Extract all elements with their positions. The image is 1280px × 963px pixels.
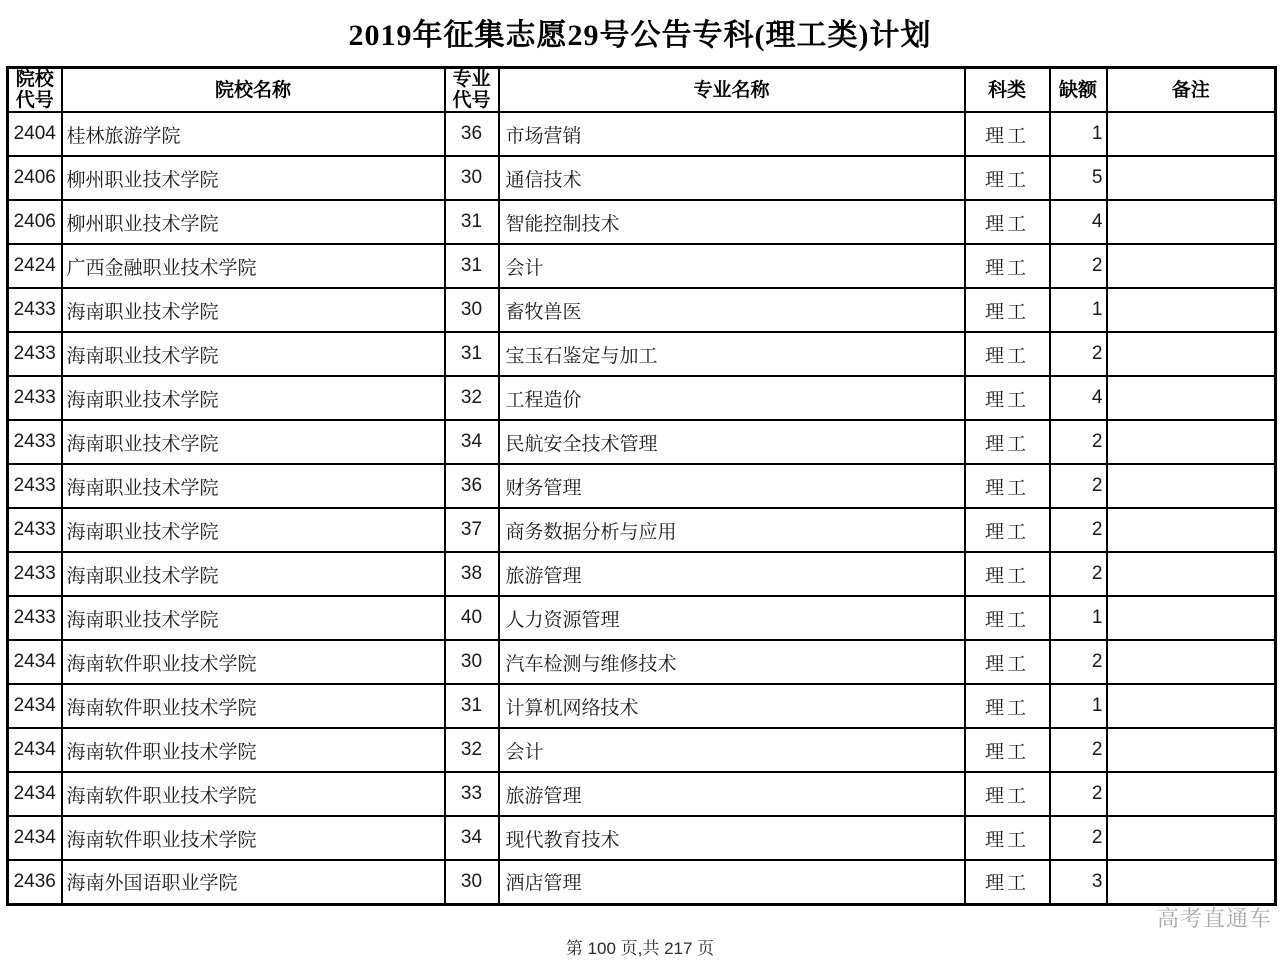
cell-remark bbox=[1107, 772, 1276, 816]
cell-vacancy: 2 bbox=[1050, 640, 1107, 684]
cell-major-code: 31 bbox=[445, 332, 499, 376]
cell-category: 理工 bbox=[965, 552, 1050, 596]
cell-vacancy: 2 bbox=[1050, 552, 1107, 596]
cell-major-code: 32 bbox=[445, 376, 499, 420]
cell-major-name: 工程造价 bbox=[499, 376, 965, 420]
page-title: 2019年征集志愿29号公告专科(理工类)计划 bbox=[348, 19, 932, 52]
cell-remark bbox=[1107, 244, 1276, 288]
cell-major-code: 36 bbox=[445, 112, 499, 156]
cell-college-code: 2406 bbox=[8, 200, 62, 244]
cell-vacancy: 2 bbox=[1050, 464, 1107, 508]
cell-major-code: 30 bbox=[445, 288, 499, 332]
cell-college-name: 海南职业技术学院 bbox=[62, 464, 445, 508]
watermark-text: 高考直通车 bbox=[1156, 906, 1272, 931]
cell-college-name: 海南外国语职业学院 bbox=[62, 860, 445, 904]
table-row bbox=[8, 640, 1276, 684]
table-header bbox=[8, 68, 1276, 113]
table-body bbox=[8, 112, 1276, 904]
cell-major-code: 30 bbox=[445, 860, 499, 904]
cell-major-name: 旅游管理 bbox=[499, 552, 965, 596]
cell-major-name: 畜牧兽医 bbox=[499, 288, 965, 332]
cell-college-name: 海南职业技术学院 bbox=[62, 596, 445, 640]
cell-remark bbox=[1107, 156, 1276, 200]
cell-college-code: 2433 bbox=[8, 288, 62, 332]
cell-category: 理工 bbox=[965, 200, 1050, 244]
cell-college-name: 海南软件职业技术学院 bbox=[62, 772, 445, 816]
cell-remark bbox=[1107, 596, 1276, 640]
cell-college-name: 海南职业技术学院 bbox=[62, 508, 445, 552]
page-number: 第 100 页,共 217 页 bbox=[565, 939, 715, 958]
cell-major-name: 商务数据分析与应用 bbox=[499, 508, 965, 552]
cell-category: 理工 bbox=[965, 112, 1050, 156]
cell-college-code: 2433 bbox=[8, 332, 62, 376]
table-row bbox=[8, 684, 1276, 728]
cell-remark bbox=[1107, 640, 1276, 684]
cell-major-code: 37 bbox=[445, 508, 499, 552]
cell-college-name: 广西金融职业技术学院 bbox=[62, 244, 445, 288]
table-row bbox=[8, 288, 1276, 332]
cell-college-name: 海南职业技术学院 bbox=[62, 332, 445, 376]
cell-college-name: 海南职业技术学院 bbox=[62, 552, 445, 596]
cell-remark bbox=[1107, 464, 1276, 508]
cell-college-name: 柳州职业技术学院 bbox=[62, 156, 445, 200]
cell-vacancy: 1 bbox=[1050, 288, 1107, 332]
cell-category: 理工 bbox=[965, 772, 1050, 816]
cell-college-code: 2434 bbox=[8, 728, 62, 772]
cell-college-code: 2436 bbox=[8, 860, 62, 904]
cell-vacancy: 2 bbox=[1050, 420, 1107, 464]
table-row bbox=[8, 860, 1276, 904]
table-row bbox=[8, 112, 1276, 156]
table-row bbox=[8, 508, 1276, 552]
cell-major-code: 31 bbox=[445, 684, 499, 728]
cell-remark bbox=[1107, 288, 1276, 332]
header-remark: 备注 bbox=[1107, 68, 1276, 113]
table-row bbox=[8, 244, 1276, 288]
cell-vacancy: 1 bbox=[1050, 596, 1107, 640]
cell-category: 理工 bbox=[965, 288, 1050, 332]
table-row bbox=[8, 156, 1276, 200]
cell-vacancy: 2 bbox=[1050, 244, 1107, 288]
cell-vacancy: 1 bbox=[1050, 684, 1107, 728]
header-college-code: 院校代号 bbox=[8, 68, 62, 113]
cell-major-code: 31 bbox=[445, 244, 499, 288]
cell-major-name: 通信技术 bbox=[499, 156, 965, 200]
table-row bbox=[8, 332, 1276, 376]
table-row bbox=[8, 376, 1276, 420]
cell-category: 理工 bbox=[965, 508, 1050, 552]
cell-college-name: 海南职业技术学院 bbox=[62, 420, 445, 464]
cell-college-name: 柳州职业技术学院 bbox=[62, 200, 445, 244]
cell-category: 理工 bbox=[965, 156, 1050, 200]
cell-college-name: 海南软件职业技术学院 bbox=[62, 816, 445, 860]
cell-remark bbox=[1107, 684, 1276, 728]
table-row bbox=[8, 816, 1276, 860]
cell-category: 理工 bbox=[965, 640, 1050, 684]
cell-remark bbox=[1107, 816, 1276, 860]
header-college-name: 院校名称 bbox=[62, 68, 445, 113]
cell-major-name: 会计 bbox=[499, 728, 965, 772]
cell-major-name: 民航安全技术管理 bbox=[499, 420, 965, 464]
cell-vacancy: 2 bbox=[1050, 508, 1107, 552]
cell-major-name: 旅游管理 bbox=[499, 772, 965, 816]
cell-category: 理工 bbox=[965, 816, 1050, 860]
cell-college-code: 2433 bbox=[8, 596, 62, 640]
cell-major-code: 31 bbox=[445, 200, 499, 244]
cell-category: 理工 bbox=[965, 860, 1050, 904]
table-row bbox=[8, 200, 1276, 244]
cell-college-code: 2424 bbox=[8, 244, 62, 288]
cell-vacancy: 2 bbox=[1050, 816, 1107, 860]
header-major-code: 专业代号 bbox=[445, 68, 499, 113]
cell-vacancy: 2 bbox=[1050, 728, 1107, 772]
cell-college-code: 2406 bbox=[8, 156, 62, 200]
cell-vacancy: 5 bbox=[1050, 156, 1107, 200]
cell-major-name: 人力资源管理 bbox=[499, 596, 965, 640]
header-category: 科类 bbox=[965, 68, 1050, 113]
cell-major-code: 34 bbox=[445, 420, 499, 464]
cell-remark bbox=[1107, 332, 1276, 376]
cell-major-name: 计算机网络技术 bbox=[499, 684, 965, 728]
cell-remark bbox=[1107, 420, 1276, 464]
cell-college-code: 2434 bbox=[8, 640, 62, 684]
admission-plan-table bbox=[6, 66, 1277, 906]
cell-vacancy: 4 bbox=[1050, 376, 1107, 420]
cell-college-name: 海南软件职业技术学院 bbox=[62, 684, 445, 728]
cell-college-name: 海南职业技术学院 bbox=[62, 288, 445, 332]
cell-category: 理工 bbox=[965, 684, 1050, 728]
cell-major-name: 智能控制技术 bbox=[499, 200, 965, 244]
cell-major-name: 宝玉石鉴定与加工 bbox=[499, 332, 965, 376]
cell-college-code: 2433 bbox=[8, 420, 62, 464]
table-row bbox=[8, 772, 1276, 816]
cell-major-code: 30 bbox=[445, 640, 499, 684]
cell-college-code: 2434 bbox=[8, 684, 62, 728]
cell-major-name: 酒店管理 bbox=[499, 860, 965, 904]
cell-major-code: 32 bbox=[445, 728, 499, 772]
table-row bbox=[8, 596, 1276, 640]
cell-college-name: 桂林旅游学院 bbox=[62, 112, 445, 156]
table-row bbox=[8, 552, 1276, 596]
header-vacancy: 缺额 bbox=[1050, 68, 1107, 113]
cell-category: 理工 bbox=[965, 332, 1050, 376]
cell-category: 理工 bbox=[965, 420, 1050, 464]
cell-major-code: 38 bbox=[445, 552, 499, 596]
cell-major-name: 汽车检测与维修技术 bbox=[499, 640, 965, 684]
cell-category: 理工 bbox=[965, 376, 1050, 420]
cell-college-code: 2433 bbox=[8, 376, 62, 420]
cell-category: 理工 bbox=[965, 244, 1050, 288]
cell-college-code: 2433 bbox=[8, 508, 62, 552]
cell-major-code: 33 bbox=[445, 772, 499, 816]
cell-vacancy: 2 bbox=[1050, 772, 1107, 816]
table-row bbox=[8, 728, 1276, 772]
cell-remark bbox=[1107, 552, 1276, 596]
cell-vacancy: 3 bbox=[1050, 860, 1107, 904]
cell-major-code: 36 bbox=[445, 464, 499, 508]
cell-major-code: 34 bbox=[445, 816, 499, 860]
cell-remark bbox=[1107, 860, 1276, 904]
cell-major-name: 财务管理 bbox=[499, 464, 965, 508]
cell-remark bbox=[1107, 376, 1276, 420]
cell-category: 理工 bbox=[965, 596, 1050, 640]
cell-college-code: 2433 bbox=[8, 464, 62, 508]
cell-college-code: 2433 bbox=[8, 552, 62, 596]
cell-category: 理工 bbox=[965, 464, 1050, 508]
cell-category: 理工 bbox=[965, 728, 1050, 772]
cell-college-code: 2404 bbox=[8, 112, 62, 156]
cell-major-code: 30 bbox=[445, 156, 499, 200]
cell-remark bbox=[1107, 112, 1276, 156]
header-row bbox=[8, 68, 1276, 113]
cell-major-name: 市场营销 bbox=[499, 112, 965, 156]
cell-college-code: 2434 bbox=[8, 772, 62, 816]
cell-college-code: 2434 bbox=[8, 816, 62, 860]
cell-remark bbox=[1107, 728, 1276, 772]
cell-college-name: 海南软件职业技术学院 bbox=[62, 728, 445, 772]
header-major-name: 专业名称 bbox=[499, 68, 965, 113]
cell-major-name: 现代教育技术 bbox=[499, 816, 965, 860]
cell-vacancy: 4 bbox=[1050, 200, 1107, 244]
cell-college-name: 海南软件职业技术学院 bbox=[62, 640, 445, 684]
cell-remark bbox=[1107, 508, 1276, 552]
table-row bbox=[8, 420, 1276, 464]
cell-college-name: 海南职业技术学院 bbox=[62, 376, 445, 420]
table-row bbox=[8, 464, 1276, 508]
cell-major-code: 40 bbox=[445, 596, 499, 640]
cell-major-name: 会计 bbox=[499, 244, 965, 288]
cell-vacancy: 2 bbox=[1050, 332, 1107, 376]
cell-vacancy: 1 bbox=[1050, 112, 1107, 156]
cell-remark bbox=[1107, 200, 1276, 244]
